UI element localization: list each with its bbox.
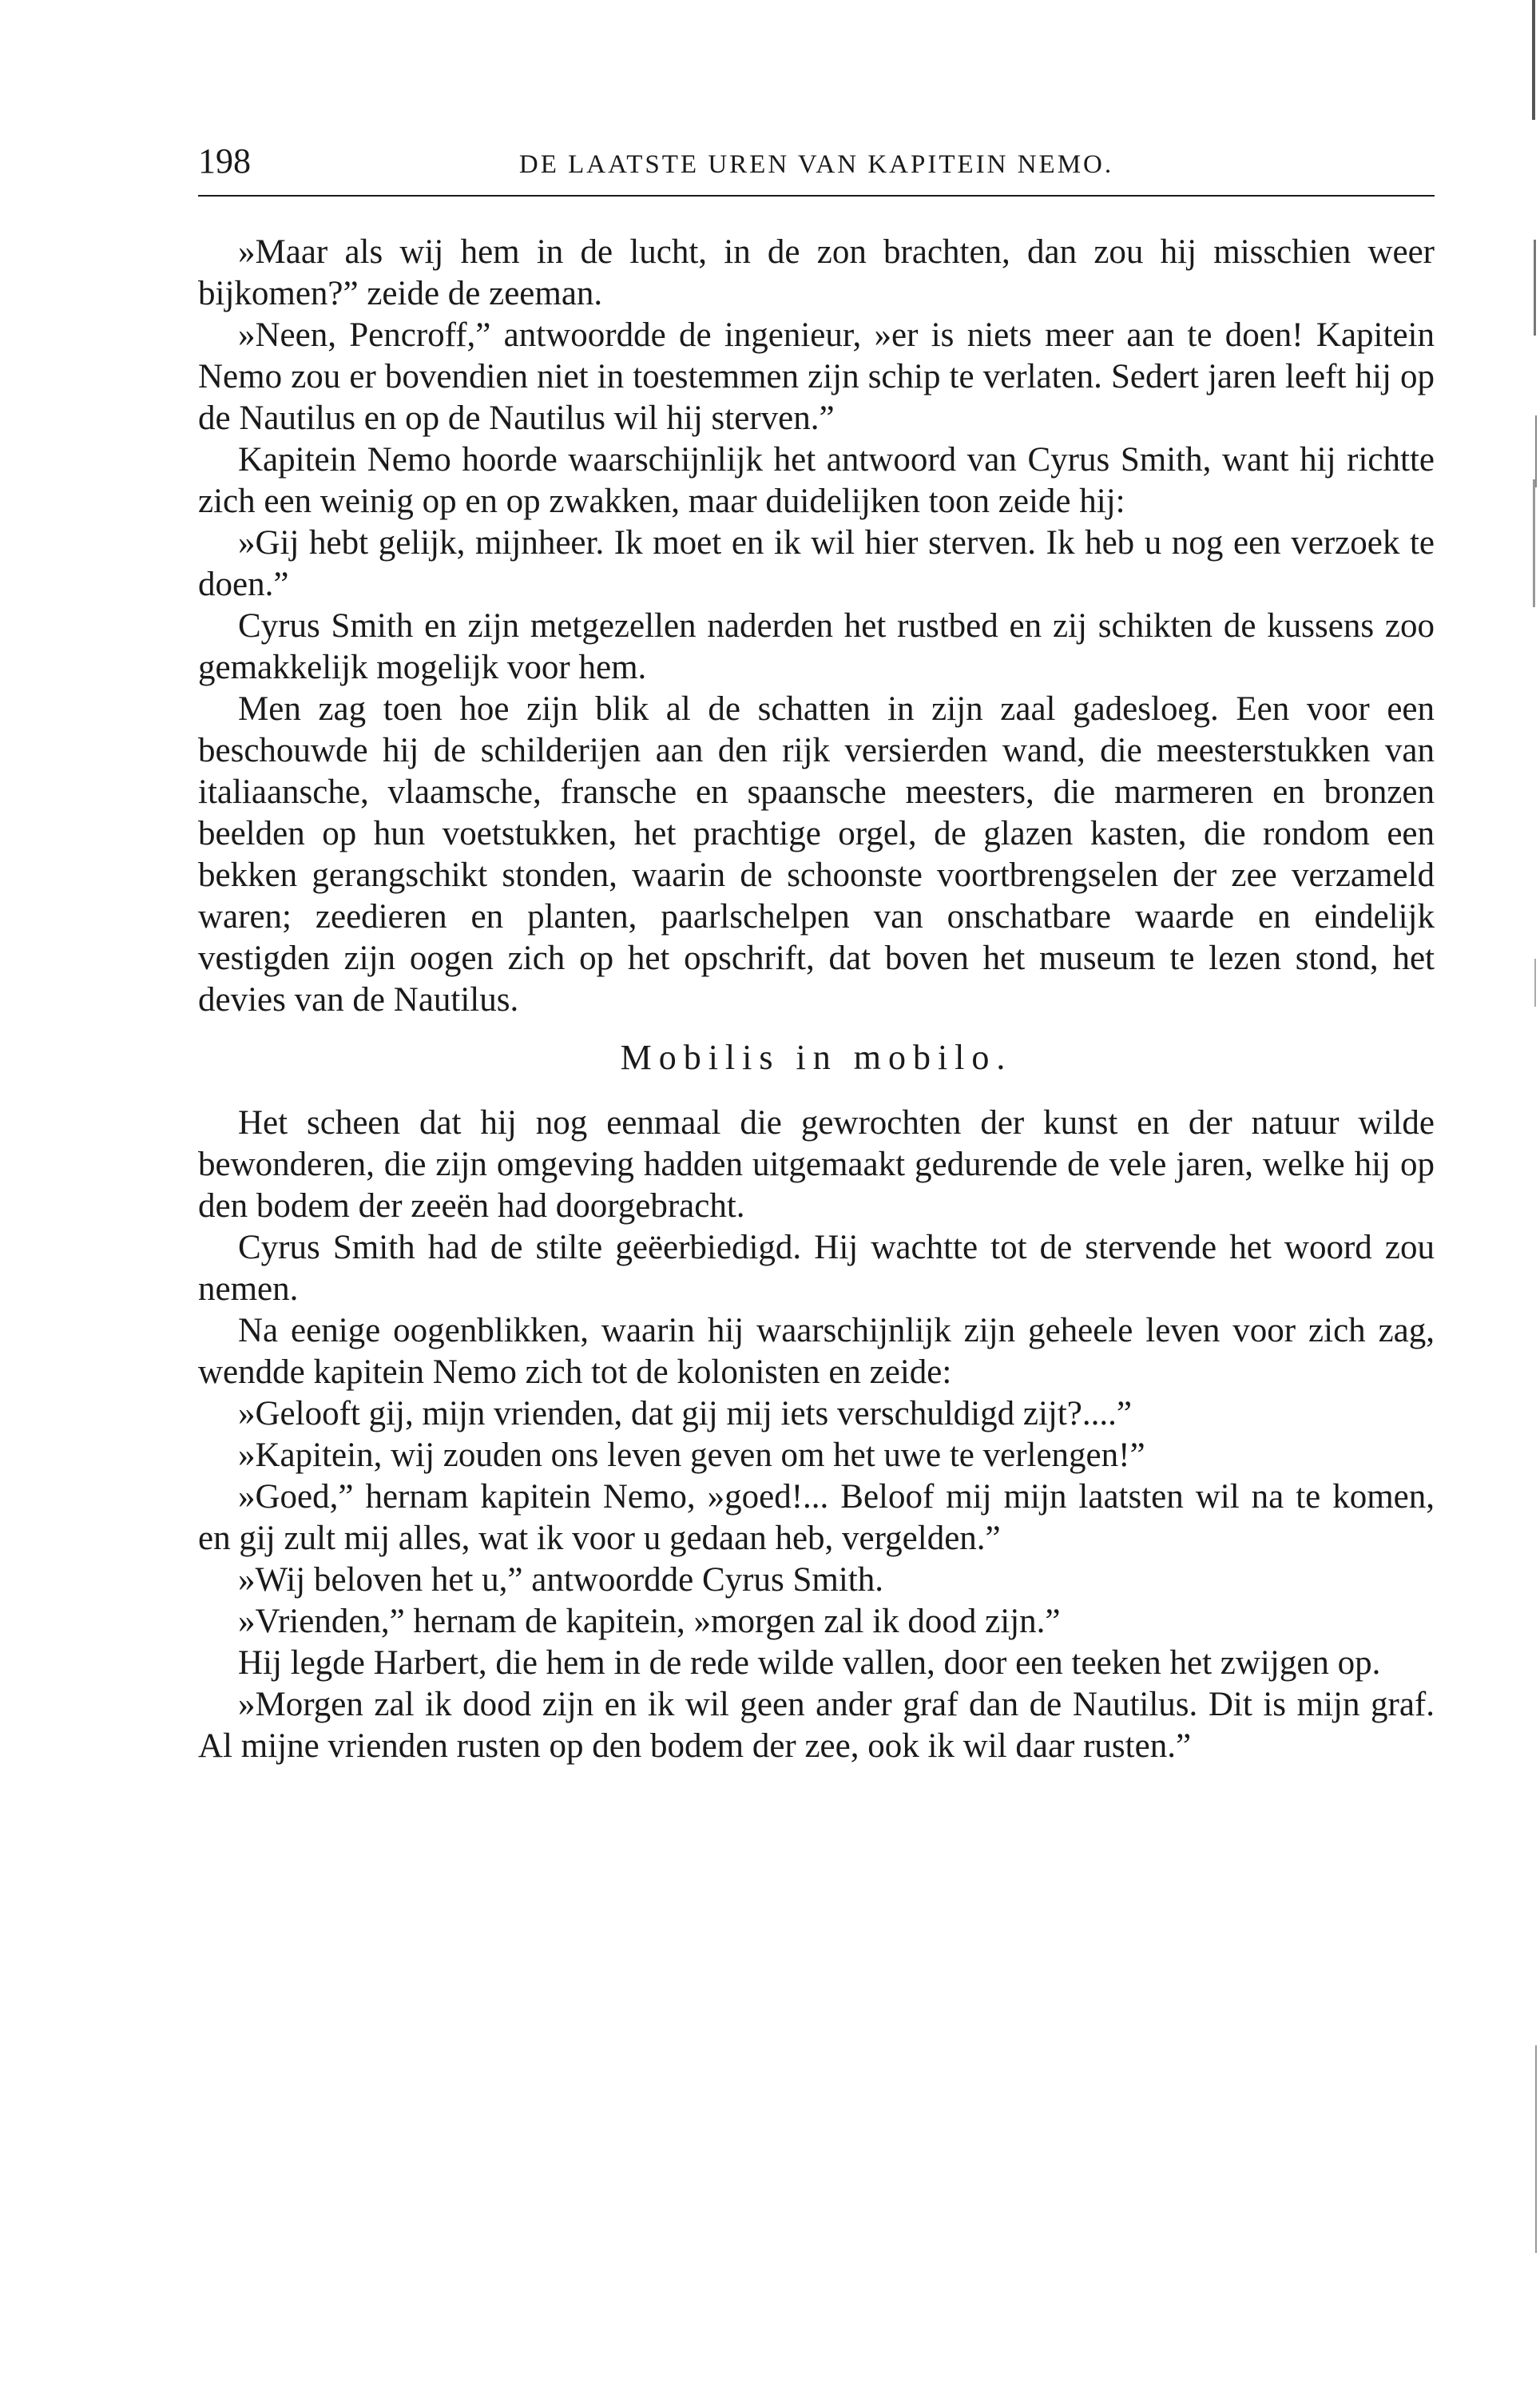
paragraph: »Maar als wij hem in de lucht, in de zon brachten, dan zou hij misschien weer bijkomen?” zeide de zeeman.: [198, 233, 1435, 312]
running-title: DE LAATSTE UREN VAN KAPITEIN NEMO.: [518, 150, 1114, 179]
paragraph: »Goed,” hernam kapitein Nemo, »goed!... Beloof mij mijn laatsten wil na te komen, en gij zult mij alles, wat ik voor u gedaan heb, vergelden.”: [198, 1478, 1435, 1557]
paragraph: Na eenige oogenblikken, waarin hij waarschijnlijk zijn geheele leven voor zich zag, wendde kapitein Nemo zich tot de kolonisten en zeide:: [198, 1312, 1435, 1391]
page-header: [198, 134, 1435, 197]
motto: Mobilis in mobilo.: [620, 1038, 1013, 1077]
body-text: [198, 232, 1435, 1767]
paragraph: Het scheen dat hij nog eenmaal die gewrochten der kunst en der natuur wilde bewonderen, die zijn omgeving hadden uitgemaakt gedurende de vele jaren, welke hij op den bodem der zeeën had doorgebracht.: [198, 1104, 1435, 1225]
paragraph: Men zag toen hoe zijn blik al de schatten in zijn zaal gadesloeg. Een voor een beschouwde hij de schilderijen aan den rijk versierden wand, die meesterstukken van italiaansche, vlaamsche, fransche en spaansche meesters, die marmeren en bronzen beelden op hun voetstukken, het prachtige orgel, de glazen kasten, die rondom een bekken gerangschikt stonden, waarin de schoonste voortbrengselen der zee verzameld waren; zeedieren en planten, paarlschelpen van onschatbare waarde en eindelijk vestigden zijn oogen zich op het opschrift, dat boven het museum te lezen stond, het devies van de Nautilus.: [198, 690, 1435, 1019]
book-page: [198, 134, 1435, 1767]
paragraph: »Gelooft gij, mijn vrienden, dat gij mij iets verschuldigd zijt?....”: [238, 1395, 1132, 1432]
paragraph: »Wij beloven het u,” antwoordde Cyrus Smith.: [238, 1561, 883, 1599]
paragraph: Cyrus Smith had de stilte geëerbiedigd. Hij wachtte tot de stervende het woord zou nemen.: [198, 1229, 1435, 1308]
paragraph: »Gij hebt gelijk, mijnheer. Ik moet en ik wil hier sterven. Ik heb u nog een verzoek te doen.”: [198, 524, 1435, 603]
paragraph: »Kapitein, wij zouden ons leven geven om het uwe te verlengen!”: [238, 1436, 1145, 1474]
paragraph: Hij legde Harbert, die hem in de rede wilde vallen, door een teeken het zwijgen op.: [238, 1644, 1381, 1682]
page-number: 198: [198, 141, 251, 181]
scanned-page-edge: [1521, 0, 1540, 2388]
paragraph: Kapitein Nemo hoorde waarschijnlijk het antwoord van Cyrus Smith, want hij richtte zich een weinig op en op zwakken, maar duidelijken toon zeide hij:: [198, 441, 1435, 520]
paragraph: Cyrus Smith en zijn metgezellen naderden het rustbed en zij schikten de kussens zoo gemakkelijk mogelijk voor hem.: [198, 607, 1435, 686]
paragraph: »Morgen zal ik dood zijn en ik wil geen ander graf dan de Nautilus. Dit is mijn graf. Al mijne vrienden rusten op den bodem der zee, ook ik wil daar rusten.”: [198, 1686, 1435, 1765]
paragraph: »Vrienden,” hernam de kapitein, »morgen zal ik dood zijn.”: [238, 1603, 1061, 1640]
paragraph: »Neen, Pencroff,” antwoordde de ingenieur, »er is niets meer aan te doen! Kapitein Nemo zou er bovendien niet in toestemmen zijn schip te verlaten. Sedert jaren leeft hij op de Nautilus en op de Nautilus wil hij sterven.”: [198, 316, 1435, 437]
